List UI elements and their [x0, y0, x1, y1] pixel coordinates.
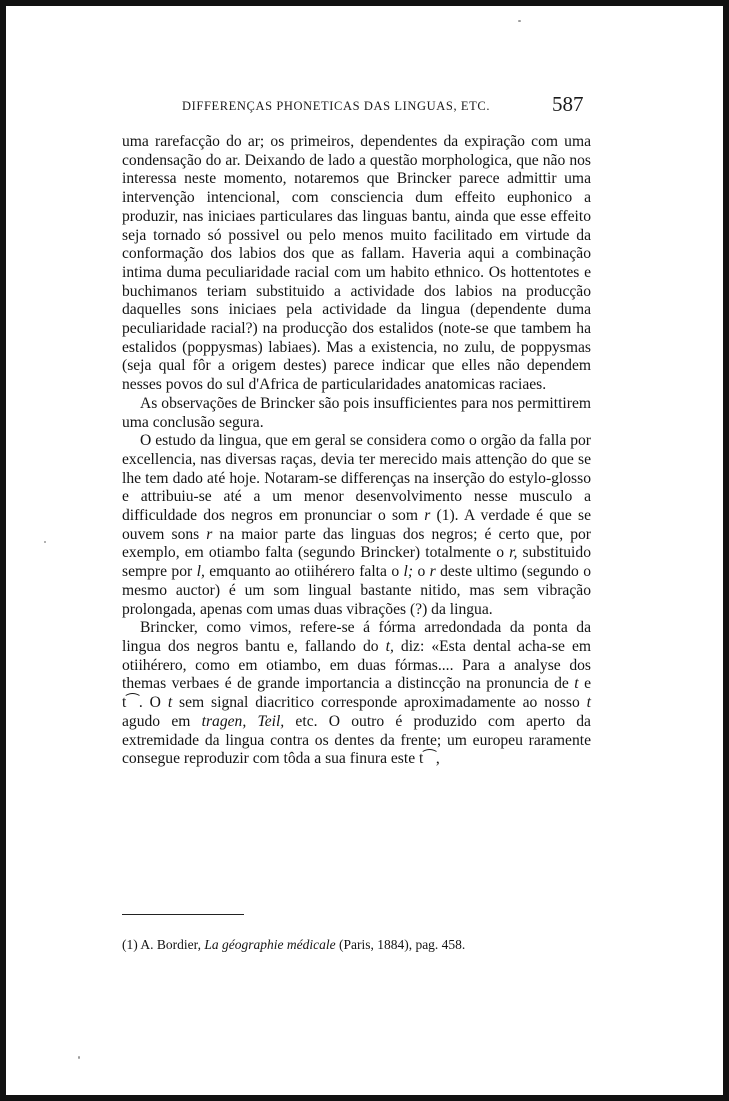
footnote-rule [122, 914, 244, 915]
paragraph [122, 395, 591, 432]
text-segment: diz: «Esta dental acha-se em otiihérero, como em otiambo, em duas fórmas.... Para a analyse dos themas verbaes é de grande importancia a distincção na pronuncia de [122, 637, 591, 693]
text-segment: ⁀ [423, 750, 436, 768]
italic-segment: l, [196, 563, 205, 581]
text-segment: agudo em [122, 712, 202, 730]
scan-speck [78, 1056, 80, 1059]
running-head: DIFFERENÇAS PHONETICAS DAS LINGUAS, ETC. [182, 99, 491, 113]
text-segment: O estudo da lingua, que em geral se considera como o orgão da falla por excellencia, nas diversas raças, devia ter merecido mais attenção do que se lhe tem dado até hoje. Notaram-se differenças na inserção do estylo-glosso e attribuiu-se até a um menor desenvolvimento nesse musculo a difficuldade dos negros em pronunciar o som [122, 432, 591, 525]
page-number: 587 [552, 92, 584, 116]
italic-segment: r [424, 507, 431, 525]
italic-segment: t, [385, 637, 394, 655]
italic-segment: tragen, Teil, [201, 712, 285, 730]
text-segment: uma rarefacção do ar; os primeiros, dependentes da expiração com uma condensação do ar. Deixando de lado a questão morphologica, que não nos interessa neste momento, notaremos que Brincker parece admittir uma intervenção intencional, com consciencia dum effeito euphonico a produzir, nas iniciaes particulares das linguas bantu, ainda que esse effeito seja tornado só possivel ou pelo menos muito facilitado em virtude da conformação dos labios dos que as fallam. Haveria aqui a combinação intima duma peculiaridade racial com um habito ethnico. Os hottentotes e buchimanos teriam substituido a actividade dos labios na producção daquelles sons iniciaes pela actividade da lingua (dependente duma peculiaridade racial?) na producção dos estalidos (note-se que tambem ha estalidos (poppysmas) labiaes). Mas a existencia, no zulu, de poppysmas (seja qual fôr a origem destes) parece indicar que elles não dependem nesses povos do sul d'Africa de particularidades anatomicas raciaes. [122, 133, 591, 394]
text-segment: sem signal diacritico corresponde aproximadamente ao nosso [172, 694, 587, 712]
footnote [122, 936, 591, 953]
italic-segment: t [574, 675, 579, 693]
text-segment: ⁀ [126, 694, 139, 712]
footnote-title: La géographie médicale [204, 937, 336, 952]
italic-segment: t [586, 694, 591, 712]
text-segment: o [413, 563, 430, 581]
paragraph [122, 432, 591, 619]
text-segment: na maior parte das linguas dos negros; é certo que, por exemplo, em otiambo falta (segundo Brincker) totalmente o [122, 525, 591, 562]
scan-speck [518, 20, 521, 22]
paragraph [122, 133, 591, 395]
text-segment: e t [122, 675, 592, 712]
text-segment: etc. O outro é produzido com aperto da extremidade da lingua contra os dentes da frente; um europeu raramente consegue reproduzir com tôda a sua finura este t [122, 712, 591, 768]
footnote-author: A. Bordier, [140, 937, 201, 952]
paragraph [122, 619, 591, 769]
footnote-marker: (1) [122, 937, 138, 952]
italic-segment: l; [403, 563, 414, 581]
text-segment: Brincker, como vimos, refere-se á fórma arredondada da ponta da lingua dos negros bantu e, fallando do [122, 619, 591, 655]
italic-segment: r, [509, 544, 518, 562]
body-text [122, 133, 591, 769]
italic-segment: t [167, 694, 173, 712]
text-segment: (1). A verdade é que se ouvem sons [122, 507, 591, 543]
text-segment: deste ultimo (segundo o mesmo auctor) é um som lingual bastante nitido, mas sem vibração prolongada, apenas com umas duas vibrações (?) da lingua. [122, 563, 591, 618]
footnote-details: (Paris, 1884), pag. 458. [338, 937, 466, 952]
text-segment: . O [138, 694, 168, 712]
italic-segment: r [206, 525, 213, 543]
text-segment: As observações de Brincker são pois insufficientes para nos permittirem uma conclusão segura. [122, 394, 591, 431]
italic-segment: r [429, 563, 436, 581]
text-segment: , [435, 750, 440, 768]
text-segment: substituido sempre por [122, 544, 591, 581]
text-segment: emquanto ao otiihérero falta o [204, 563, 404, 581]
scan-speck [44, 541, 46, 543]
